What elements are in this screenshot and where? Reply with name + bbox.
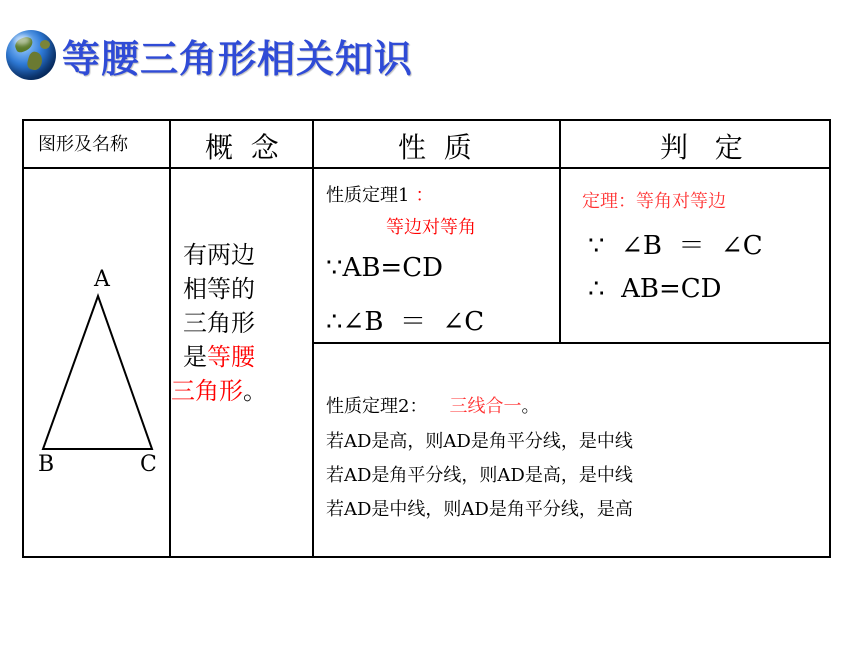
property2-line: 若AD是角平分线，则AD是高，是中线 bbox=[326, 465, 633, 486]
property2-header bbox=[326, 392, 539, 418]
header-judgment: 判 定 bbox=[660, 131, 743, 164]
property2-suffix: 。 bbox=[521, 396, 540, 417]
table-divider bbox=[559, 119, 561, 343]
concept-line bbox=[148, 374, 290, 408]
vertex-a-label: A bbox=[94, 267, 110, 292]
property1-name: 等边对等角 bbox=[386, 217, 476, 238]
concept-suffix: 。 bbox=[243, 377, 267, 405]
judgment-label: 定理：等角对等边 bbox=[582, 191, 726, 212]
concept-text bbox=[148, 238, 290, 408]
property1-title: 性质定理1 bbox=[326, 185, 410, 206]
table-divider bbox=[312, 119, 314, 558]
globe-icon bbox=[6, 30, 56, 80]
vertex-b-label: B bbox=[38, 452, 55, 477]
header-concept: 概 念 bbox=[205, 131, 279, 164]
property2-name: 三线合一 bbox=[449, 396, 522, 417]
concept-prefix: 是 bbox=[183, 343, 207, 371]
concept-line bbox=[148, 340, 290, 374]
property1-because: ∵AB=CD bbox=[326, 253, 443, 283]
property2-label: 性质定理2： bbox=[326, 396, 428, 417]
header-figure: 图形及名称 bbox=[38, 134, 128, 155]
judgment-because: ∵ ∠B ＝ ∠C bbox=[588, 231, 763, 261]
property1-therefore: ∴∠B ＝ ∠C bbox=[326, 307, 485, 337]
judgment-therefore: ∴ AB=CD bbox=[588, 274, 722, 304]
concept-highlight: 三角形 bbox=[171, 377, 243, 405]
property1-label bbox=[326, 181, 433, 207]
property2-line: 若AD是中线，则AD是角平分线，是高 bbox=[326, 499, 633, 520]
slide-header bbox=[6, 26, 413, 84]
property2-line: 若AD是高，则AD是角平分线，是中线 bbox=[326, 431, 633, 452]
concept-line: 有两边 bbox=[183, 241, 255, 269]
slide-title: 等腰三角形相关知识 bbox=[62, 36, 414, 81]
table-divider bbox=[22, 167, 831, 169]
property1-colon: ： bbox=[415, 185, 434, 206]
concept-line: 三角形 bbox=[183, 309, 255, 337]
table-divider bbox=[312, 342, 831, 344]
concept-line: 相等的 bbox=[183, 275, 255, 303]
header-property: 性 质 bbox=[398, 131, 472, 164]
concept-highlight: 等腰 bbox=[207, 343, 255, 371]
vertex-c-label: C bbox=[140, 452, 157, 477]
